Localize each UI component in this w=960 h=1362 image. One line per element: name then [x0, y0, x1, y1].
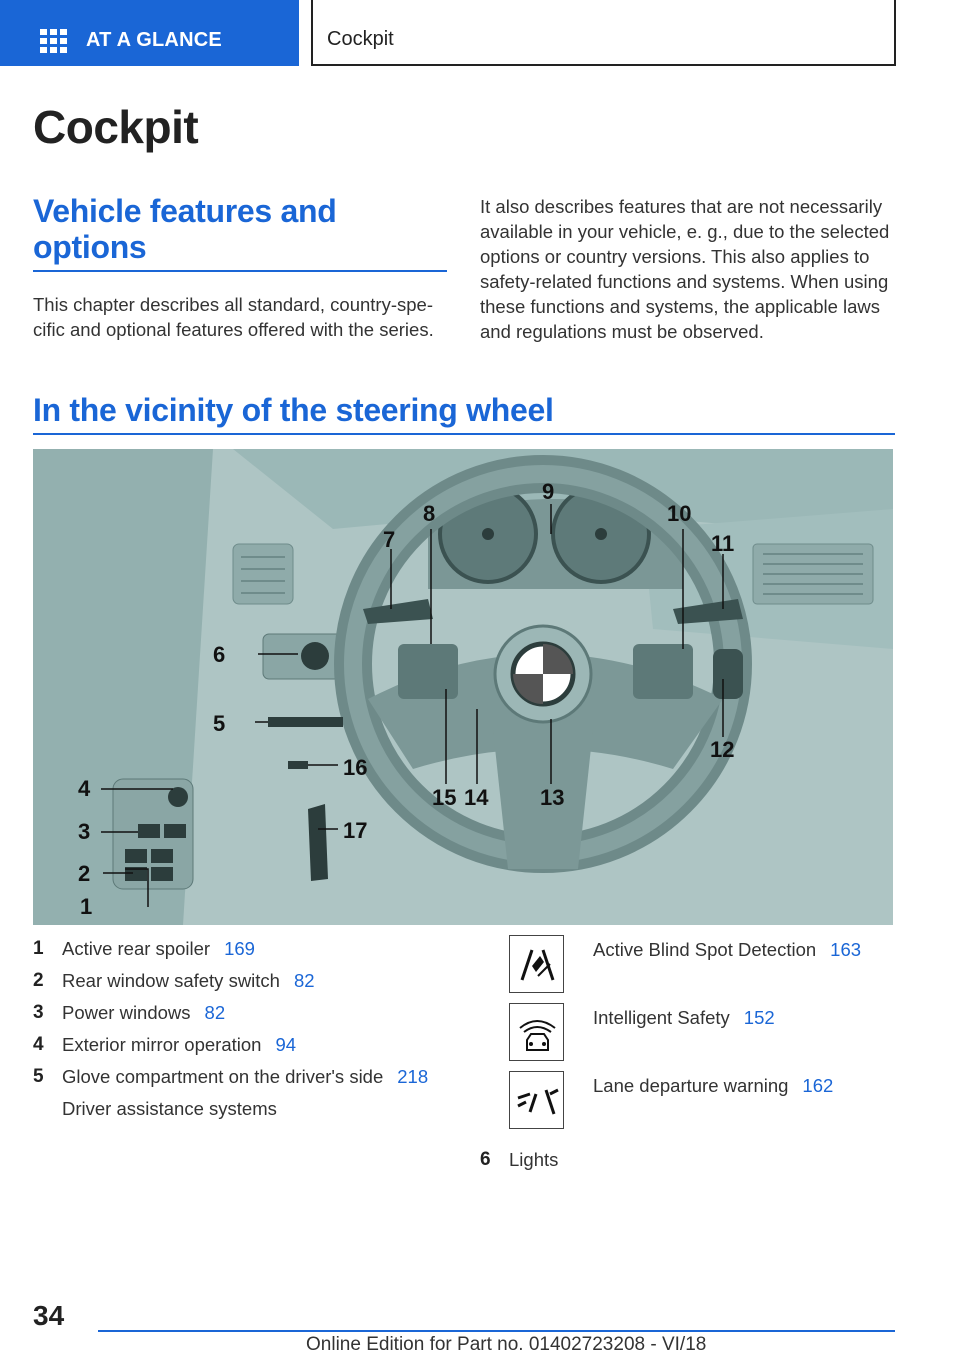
- list-item: [33, 970, 453, 1002]
- page-reference-link[interactable]: 94: [275, 1034, 297, 1055]
- list-item: [33, 1066, 453, 1098]
- page-reference-link[interactable]: 152: [743, 1007, 775, 1028]
- callout-15: 15: [432, 785, 457, 810]
- callout-17: 17: [343, 818, 368, 843]
- chapter-tab[interactable]: [311, 0, 896, 66]
- page-reference-link[interactable]: 82: [293, 970, 315, 991]
- driver-assistance-list: [509, 935, 899, 1139]
- legend-label: Exterior mirror operation: [62, 1034, 262, 1055]
- section-tab-label: AT A GLANCE: [86, 29, 222, 51]
- page-header: [0, 0, 960, 66]
- list-item: [33, 1034, 453, 1066]
- cockpit-illustration: [33, 449, 893, 925]
- page-reference-link[interactable]: 162: [802, 1075, 834, 1096]
- callout-9: 9: [542, 479, 555, 504]
- callout-7: 7: [383, 527, 396, 552]
- legend-text: [62, 970, 315, 992]
- legend-text: [62, 1066, 428, 1088]
- legend-label: Power windows: [62, 1002, 191, 1023]
- section-title-steering-wheel: In the vicinity of the steering wheel: [33, 392, 554, 428]
- callout-6: 6: [213, 642, 226, 667]
- legend-number: 2: [33, 970, 44, 991]
- callout-10: 10: [667, 501, 692, 526]
- legend-label: Active rear spoiler: [62, 938, 211, 959]
- grid-icon: [40, 29, 68, 53]
- callout-3: 3: [78, 819, 91, 844]
- list-item: [509, 1003, 899, 1071]
- section-body-left: This chapter describes all standard, country-specific and optional features offered with the series.: [33, 294, 434, 340]
- legend-text: [62, 1034, 296, 1056]
- legend-number: 5: [33, 1066, 44, 1087]
- callout-2: 2: [78, 861, 91, 886]
- page-title: Cockpit: [33, 101, 199, 153]
- legend-label: Glove compartment on the driver's side: [62, 1066, 384, 1087]
- footer-edition-text: Online Edition for Part no. 01402723208 - VI/18: [306, 1334, 707, 1355]
- icon-row-text: [593, 1007, 775, 1029]
- callout-13: 13: [540, 785, 565, 810]
- legend-list: [33, 938, 453, 1130]
- intelligent-safety-icon: [509, 1003, 564, 1061]
- legend-label: Rear window safety switch: [62, 970, 280, 991]
- feature-label: Active Blind Spot Detection: [593, 939, 817, 960]
- blind-spot-icon: [509, 935, 564, 993]
- page-reference-link[interactable]: 218: [397, 1066, 429, 1087]
- feature-label: Intelligent Safety: [593, 1007, 730, 1028]
- page-number: 34: [33, 1300, 65, 1331]
- section-body-right: It also describes features that are not necessarily available in your vehicle, e. g., due to the selected options or country versions. This also applies to safety-related functions and systems. When using these functions and systems, the applicable laws and regulations must be observed.: [480, 196, 890, 342]
- list-item: [33, 1098, 453, 1130]
- callout-5: 5: [213, 711, 226, 736]
- legend-number: 4: [33, 1034, 44, 1055]
- footer-rule: [98, 1330, 895, 1332]
- driver-assistance-label: Driver assistance systems: [62, 1098, 277, 1119]
- callout-8: 8: [423, 501, 436, 526]
- legend-number: 1: [33, 938, 44, 959]
- section-tab[interactable]: [0, 0, 299, 66]
- list-item: [509, 935, 899, 1003]
- cockpit-figure: [33, 449, 893, 925]
- legend-text: [62, 1002, 225, 1024]
- callout-14: 14: [464, 785, 489, 810]
- legend-number: 3: [33, 1002, 44, 1023]
- page-reference-link[interactable]: 163: [830, 939, 862, 960]
- icon-row-text: [593, 1075, 833, 1097]
- legend-number: 6: [480, 1149, 491, 1170]
- callout-12: 12: [710, 737, 735, 762]
- callout-11: 11: [711, 531, 735, 556]
- callout-4: 4: [78, 776, 91, 801]
- list-item: [33, 938, 453, 970]
- callout-16: 16: [343, 755, 368, 780]
- list-item: [509, 1071, 899, 1139]
- callout-1: 1: [80, 894, 93, 919]
- feature-label: Lane departure warning: [593, 1075, 789, 1096]
- section-rule: [33, 270, 447, 272]
- section-title-features: Vehicle features and options: [33, 193, 337, 265]
- lane-departure-icon: [509, 1071, 564, 1129]
- list-item: [33, 1002, 453, 1034]
- legend-text: [62, 938, 255, 960]
- page-reference-link[interactable]: 169: [224, 938, 255, 959]
- chapter-tab-label: Cockpit: [327, 28, 394, 50]
- section-rule: [33, 433, 895, 435]
- page-reference-link[interactable]: 82: [204, 1002, 226, 1023]
- icon-row-text: [593, 939, 861, 961]
- legend-label: Lights: [509, 1149, 559, 1170]
